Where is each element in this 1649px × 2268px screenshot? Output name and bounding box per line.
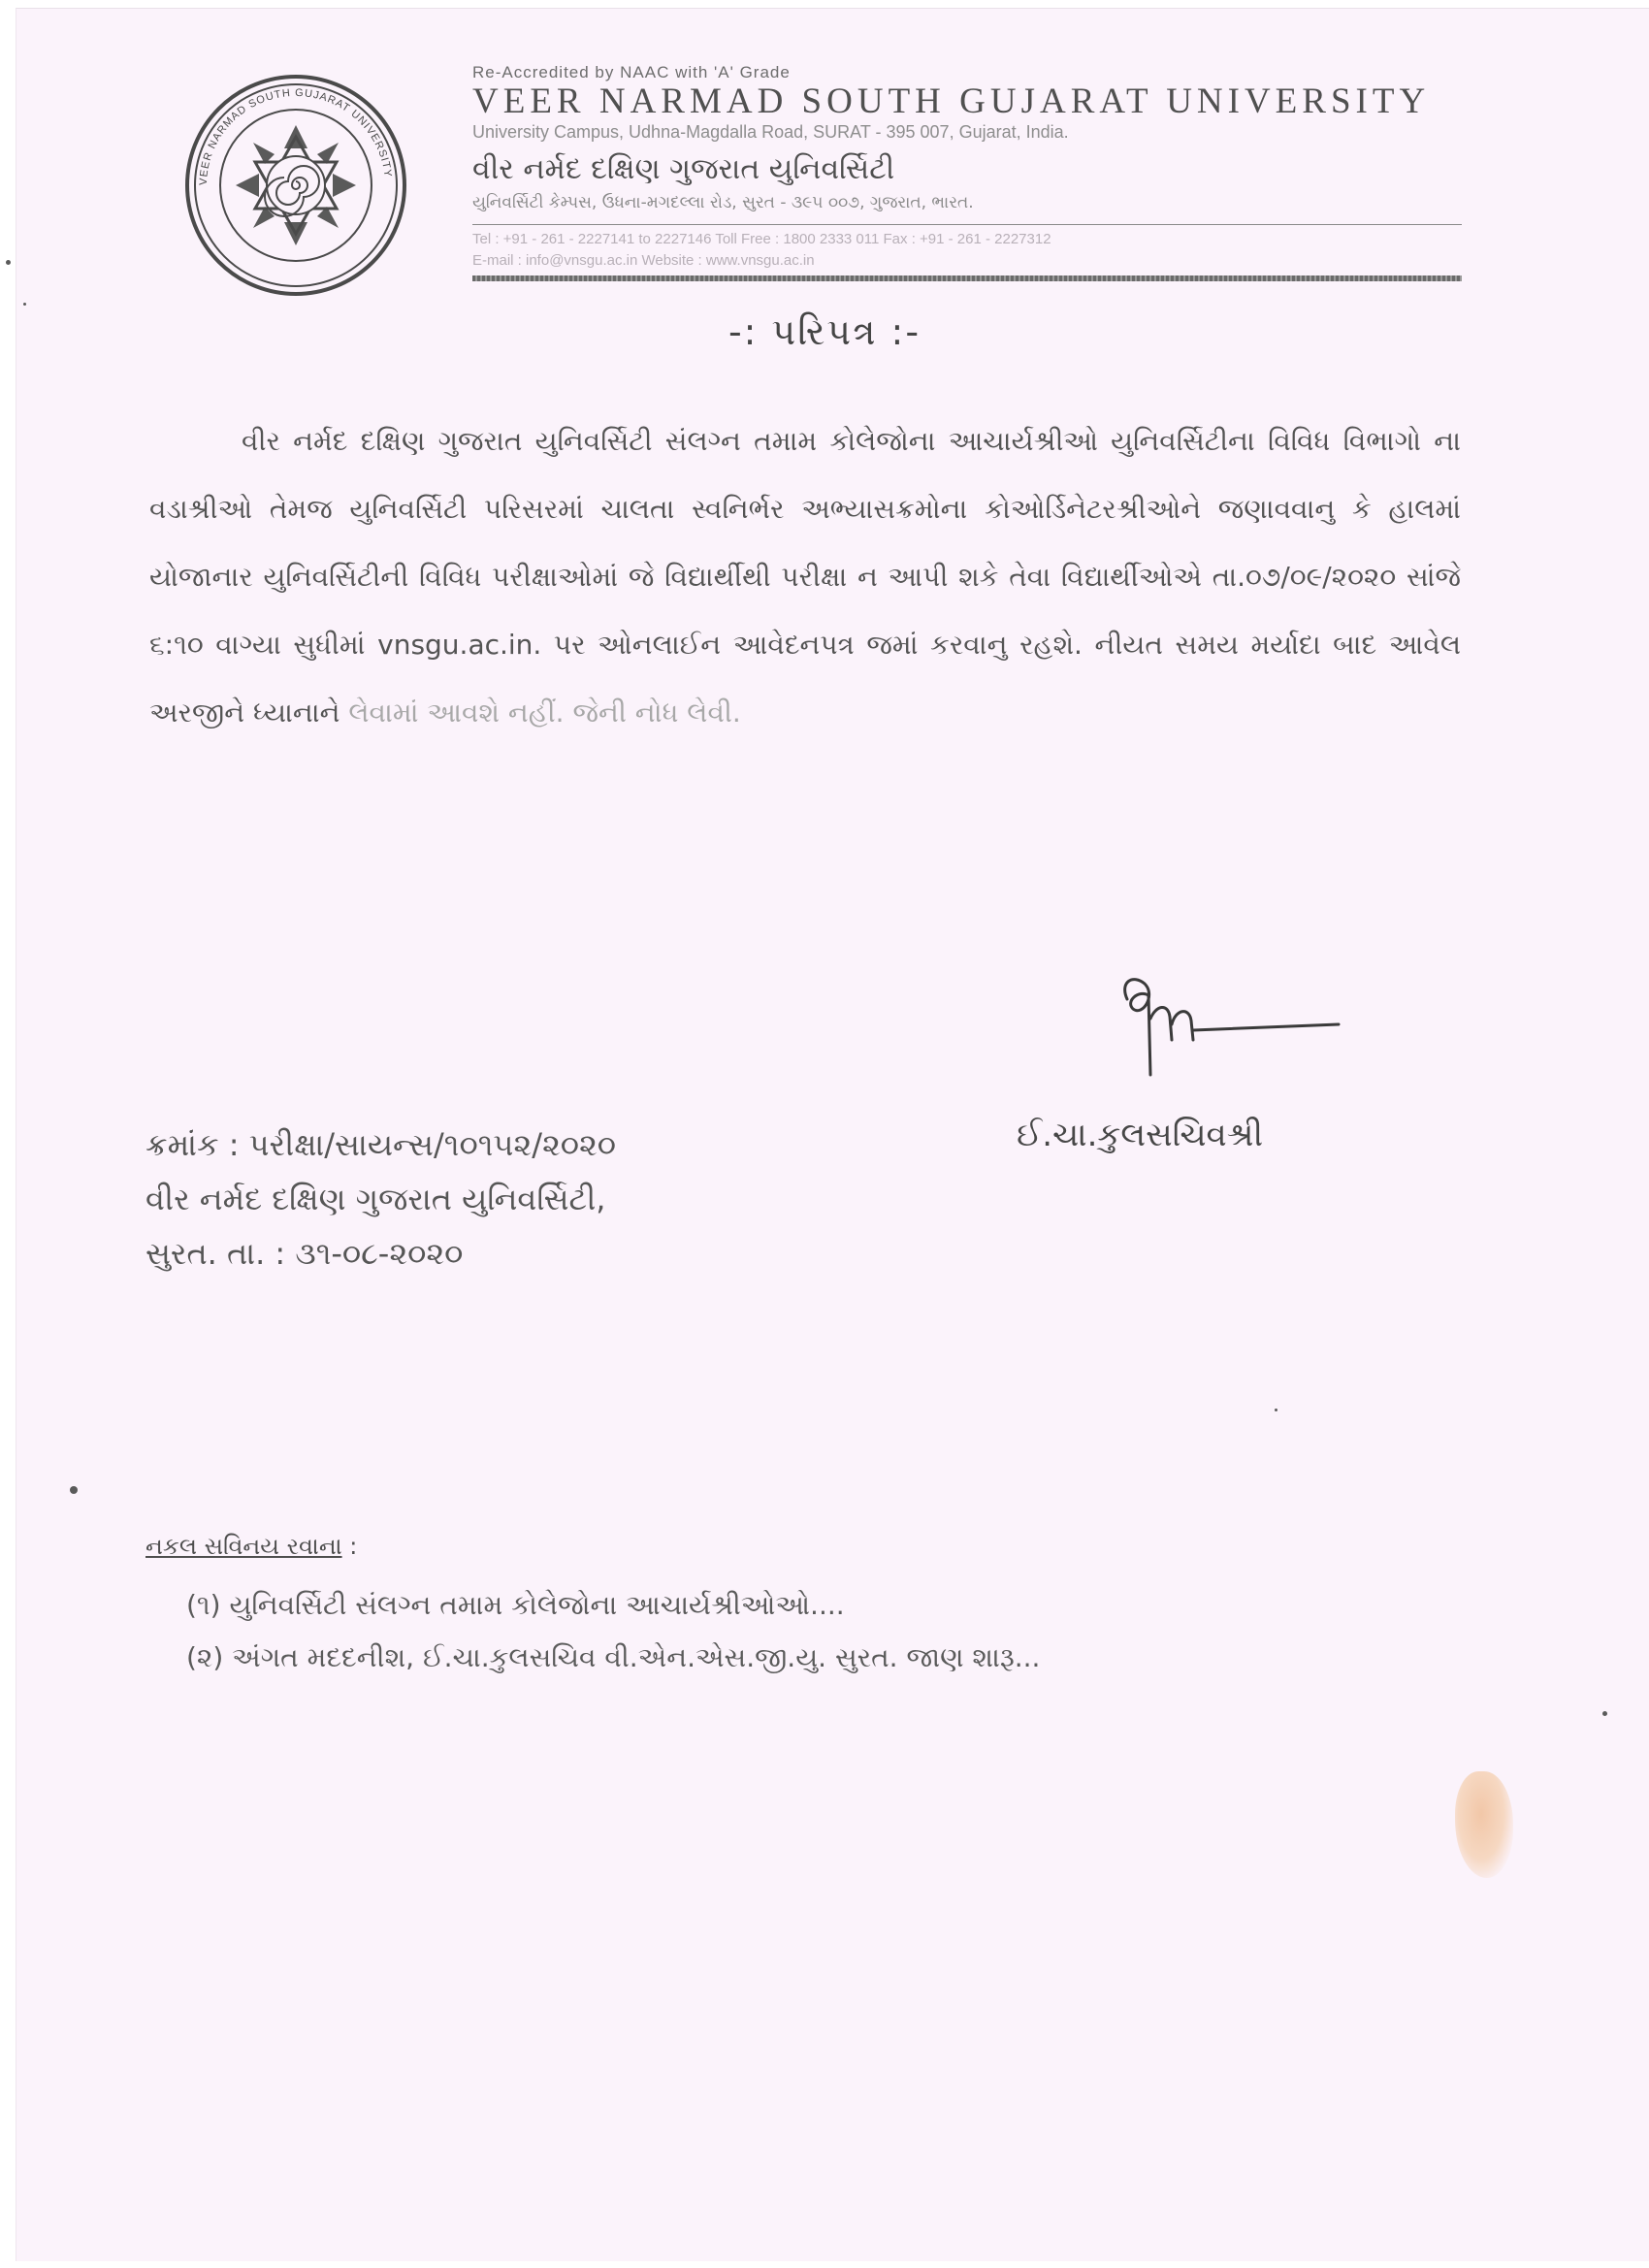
copy-to-item: (૧) યુનિવર્સિટી સંલગ્ન તમામ કોલેજોના આચાર્યશ્રીઓઓ.... (186, 1589, 845, 1621)
university-address-english: University Campus, Udhna-Magdalla Road, SURAT - 395 007, Gujarat, India. (472, 122, 1069, 142)
copy-to-list (186, 1579, 1040, 1684)
issuing-university: વીર નર્મદ દક્ષિણ ગુજરાત યુનિવર્સિટી, (146, 1181, 606, 1217)
contact-phone-line: Tel : +91 - 261 - 2227141 to 2227146 Toll Free : 1800 2333 011 Fax : +91 - 261 - 2227312 (472, 231, 1051, 247)
body-closing-line: લેવામાં આવશે નહીં. જેની નોધ લેવી. (348, 697, 741, 729)
place-and-date: સુરત. તા. : ૩૧-૦૮-૨૦૨૦ (146, 1235, 464, 1272)
circular-title: -: પરિપત્ર :- (728, 310, 922, 353)
scan-speck (70, 1486, 78, 1494)
university-name-gujarati: વીર નર્મદ દક્ષિણ ગુજરાત યુનિવર્સિટી (472, 152, 895, 186)
university-name-english: VEER NARMAD SOUTH GUJARAT UNIVERSITY (472, 81, 1431, 121)
copy-to-separator: : (341, 1533, 358, 1560)
scan-speck (1602, 1711, 1607, 1716)
scan-speck (1275, 1409, 1277, 1411)
scan-speck (6, 260, 11, 265)
signatory-title: ઈ.ચા.કુલસચિવશ્રી (1017, 1116, 1264, 1154)
scan-speck (23, 303, 26, 306)
circular-body (149, 407, 1461, 747)
copy-to-item: (૨) અંગત મદદનીશ, ઈ.ચા.કુલસચિવ વી.એન.એસ.જી.યુ. સુરત. જાણ શારૂ... (186, 1641, 1041, 1673)
university-address-gujarati: યુનિવર્સિટી કેમ્પસ, ઉધના-મગદલ્લા રોડ, સુરત - ૩૯૫ ૦૦૭, ગુજરાત, ભારત. (472, 193, 974, 212)
reference-block (146, 1118, 616, 1280)
body-paragraph: વીર નર્મદ દક્ષિણ ગુજરાત યુનિવર્સિટી સંલગ્ન તમામ કોલેજોના આચાર્યશ્રીઓ યુનિવર્સિટીના વિવિધ વિભાગો ના વડાશ્રીઓ તેમજ યુનિવર્સિટી પરિસરમાં ચાલતા સ્વનિર્ભર અભ્યાસક્રમોના કોઓર્ડિનેટરશ્રીઓને જણાવવાનુ કે હાલમાં યોજાનાર યુનિવર્સિટીની વિવિધ પરીક્ષાઓમાં જે વિદ્યાર્થીથી પરીક્ષા ન આપી શકે તેવા વિદ્યાર્થીઓએ તા.૦૭/૦૯/૨૦૨૦ સાંજે ૬:૧૦ વાગ્યા સુધીમાં vnsgu.ac.in. પર ઓનલાઈન આવેદનપત્ર જમાં કરવાનુ રહશે. નીયત સમય મર્યાદા બાદ આવેલ અરજીને ધ્યાનાને (149, 425, 1461, 729)
handwritten-signature (1116, 970, 1348, 1096)
accreditation-line: Re-Accredited by NAAC with 'A' Grade (472, 63, 791, 81)
contact-email-line: E-mail : info@vnsgu.ac.in Website : www.vnsgu.ac.in (472, 252, 815, 269)
svg-text:VEER NARMAD SOUTH GUJARAT UNIV: VEER NARMAD SOUTH GUJARAT UNIVERSITY (197, 86, 394, 186)
university-seal-icon (179, 69, 412, 302)
copy-to-heading (146, 1533, 357, 1560)
letterhead (472, 63, 1462, 281)
copy-to-label: નકલ સવિનય રવાના (146, 1533, 342, 1560)
header-divider (472, 224, 1462, 225)
header-thick-rule (472, 275, 1462, 281)
reference-number: ક્રમાંક : પરીક્ષા/સાયન્સ/૧૦૧૫૨/૨૦૨૦ (146, 1126, 617, 1163)
